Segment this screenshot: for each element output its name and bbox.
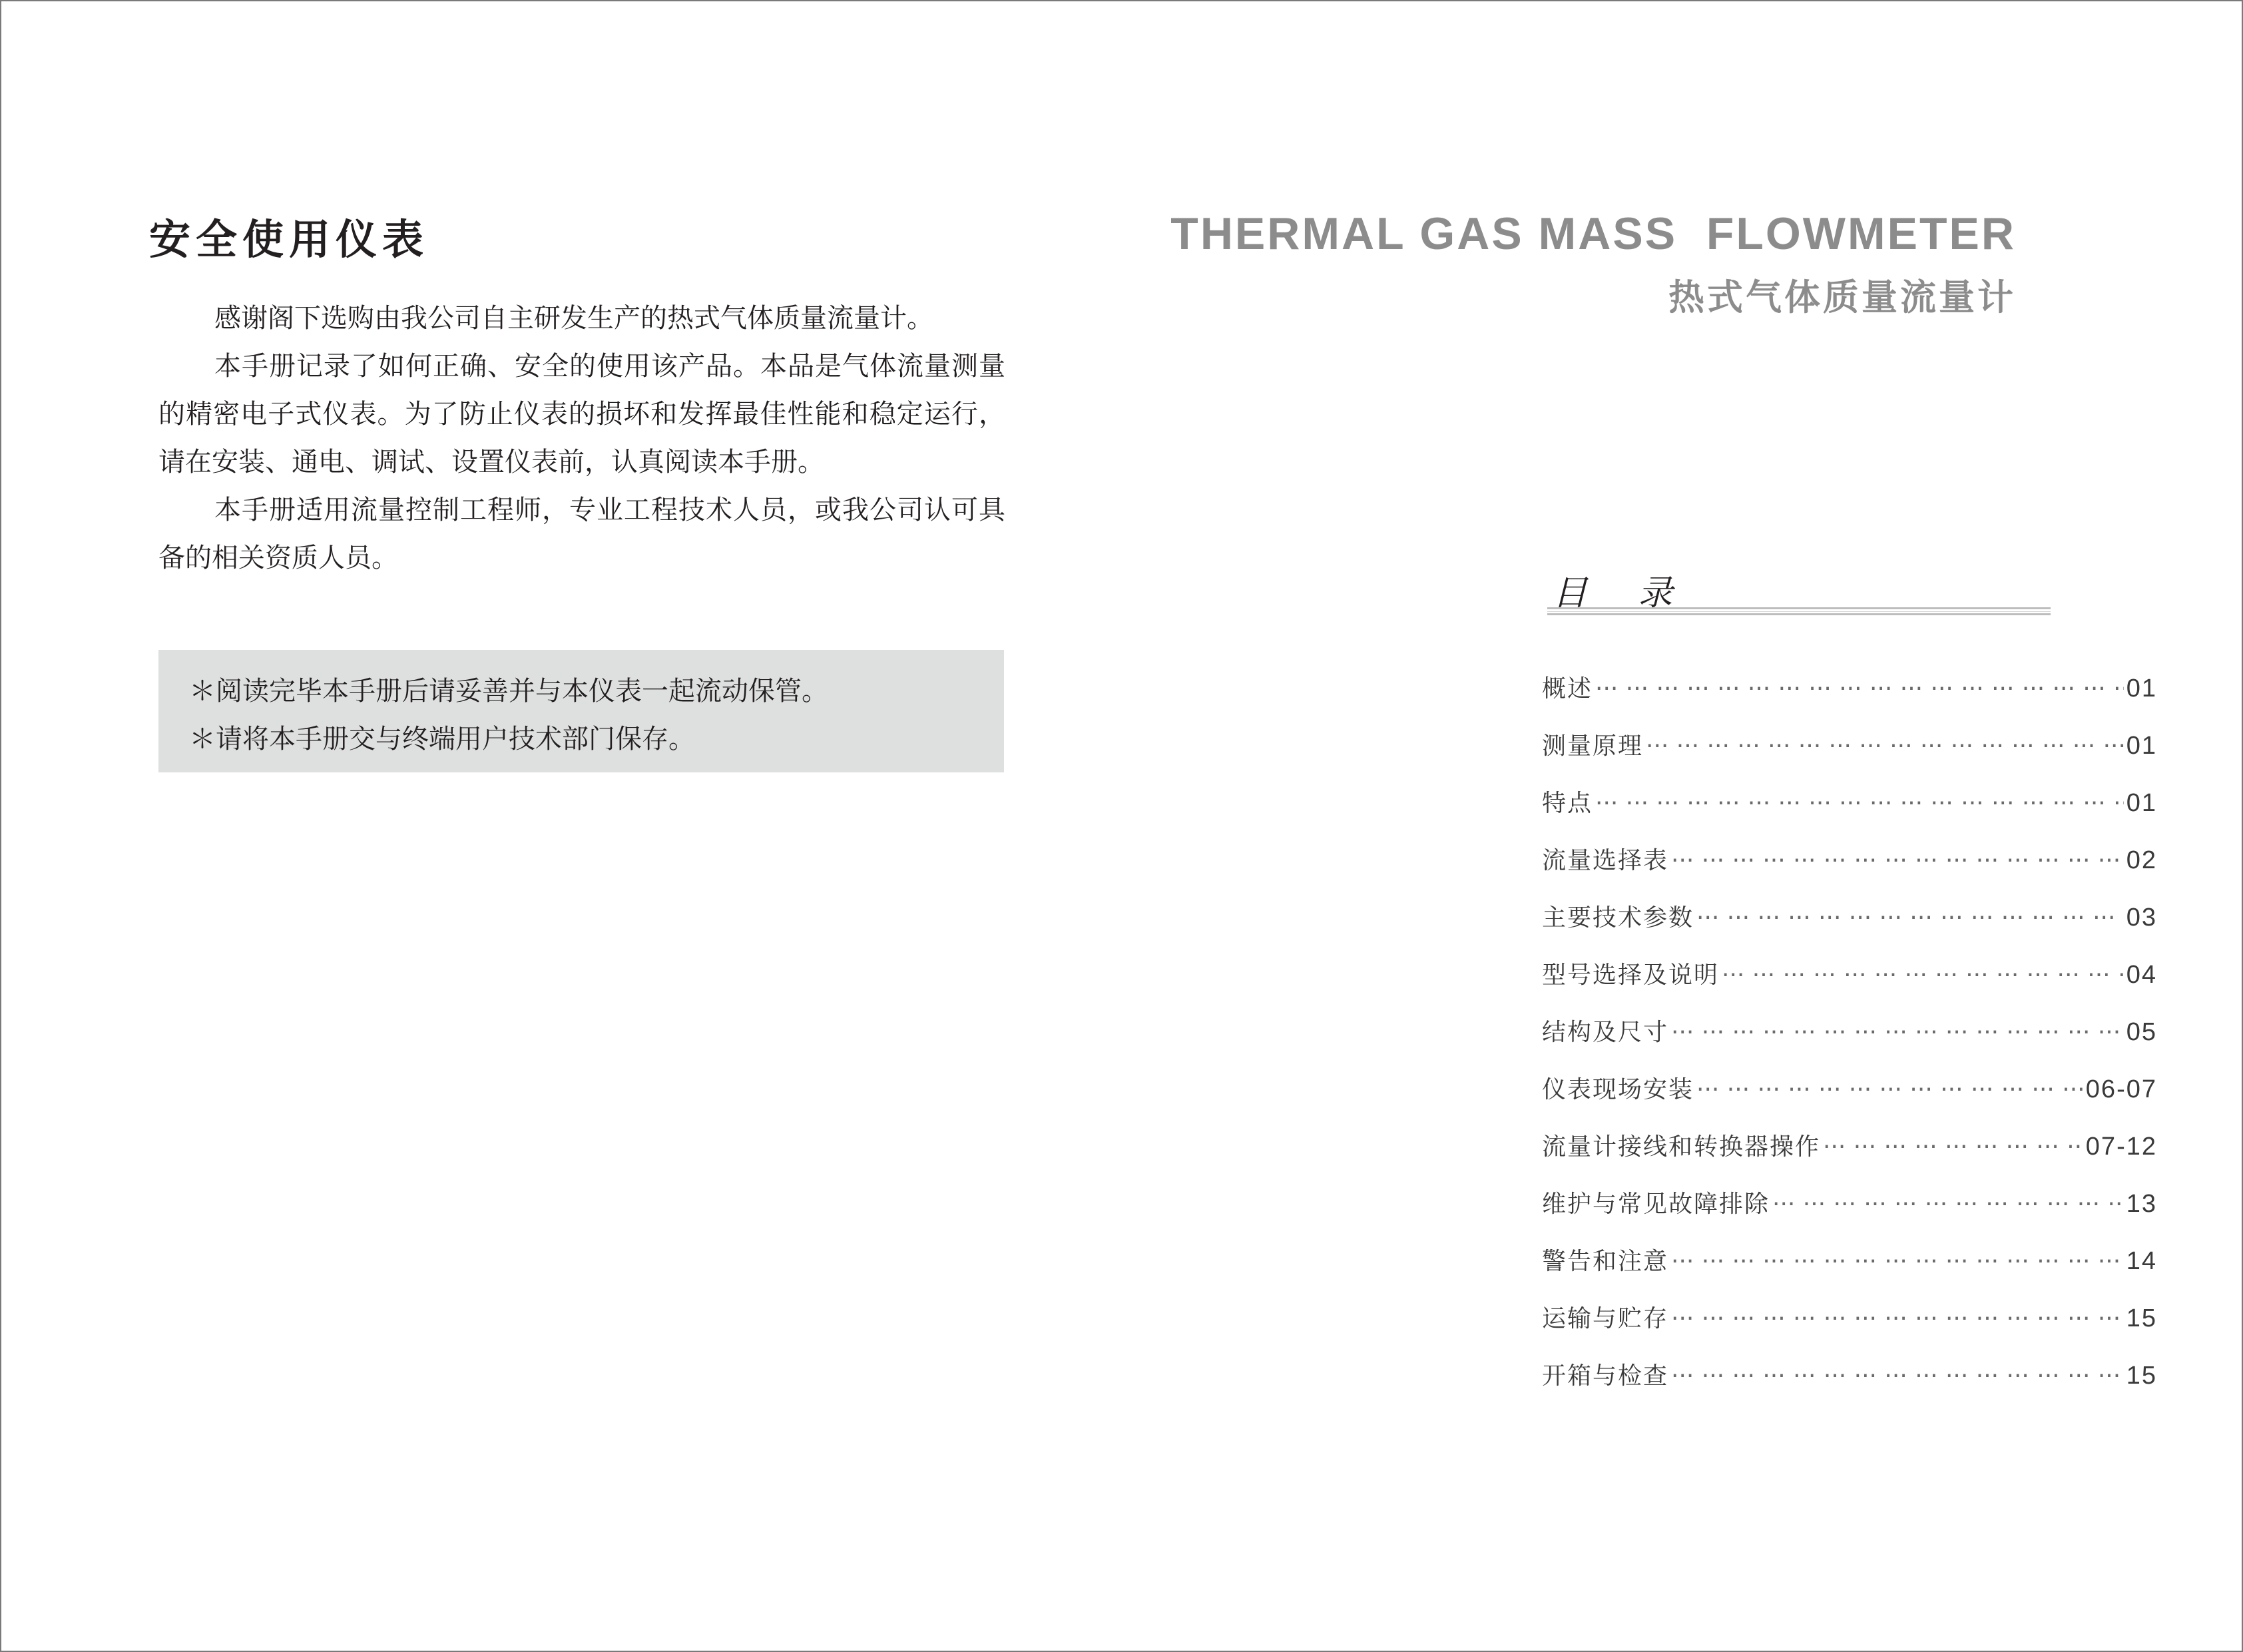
toc-leader-dots [1646, 732, 2124, 760]
toc-entry-page: 15 [2126, 1304, 2157, 1332]
toc-entry[interactable] [1542, 670, 2157, 727]
note-box [158, 650, 1004, 772]
safety-title: 安全使用仪表 [149, 215, 429, 264]
toc-entry-page: 13 [2126, 1190, 2157, 1218]
toc-entry-page: 03 [2126, 904, 2157, 932]
toc-entry-page: 01 [2126, 732, 2157, 760]
toc-entry-label: 测量原理 [1542, 732, 1644, 760]
intro-text [158, 294, 1005, 582]
toc-leader-dots [1823, 1133, 2083, 1161]
intro-paragraph: 本手册记录了如何正确、安全的使用该产品。本品是气体流量测量的精密电子式仪表。为了防止仪表的损坏和发挥最佳性能和稳定运行，请在安装、通电、调试、设置仪表前，认真阅读本手册。 [158, 351, 1005, 477]
toc-entry-label: 仪表现场安装 [1542, 1076, 1694, 1103]
intro-paragraph: 本手册适用流量控制工程师，专业工程技术人员，或我公司认可具备的相关资质人员。 [158, 495, 1005, 573]
toc-entry[interactable] [1542, 727, 2157, 784]
toc-entry-page: 15 [2126, 1362, 2157, 1390]
toc-entry-page: 01 [2126, 675, 2157, 702]
toc-entry-label: 流量选择表 [1542, 847, 1669, 874]
toc-leader-dots [1696, 1076, 2083, 1103]
toc-entry[interactable] [1542, 1071, 2157, 1128]
toc-entry-label: 特点 [1542, 790, 1593, 817]
toc-entry[interactable] [1542, 1128, 2157, 1185]
toc-entry-label: 结构及尺寸 [1542, 1019, 1669, 1046]
toc-leader-dots [1696, 904, 2124, 932]
toc-entry-label: 概述 [1542, 675, 1593, 702]
toc-divider [1547, 607, 2051, 615]
note-line: ＊请将本手册交与终端用户技术部门保存。 [189, 724, 695, 754]
toc-entry-page: 01 [2126, 789, 2157, 817]
intro-paragraph: 感谢阁下选购由我公司自主研发生产的热式气体质量流量计。 [214, 303, 933, 334]
toc-entry[interactable] [1542, 1242, 2157, 1300]
product-title-cn: 热式气体质量流量计 [1668, 276, 2016, 318]
toc-entry-label: 主要技术参数 [1542, 904, 1694, 932]
toc-entry[interactable] [1542, 842, 2157, 899]
toc-entry[interactable] [1542, 1013, 2157, 1071]
product-title-en: THERMAL GAS MASS FLOWMETER [1170, 208, 2016, 259]
toc-entry[interactable] [1542, 1357, 2157, 1414]
toc-entry-label: 运输与贮存 [1542, 1305, 1669, 1332]
toc-leader-dots [1671, 1362, 2124, 1390]
toc-entry[interactable] [1542, 784, 2157, 842]
toc-entry[interactable] [1542, 1300, 2157, 1357]
toc-leader-dots [1772, 1191, 2124, 1218]
toc-entry-label: 警告和注意 [1542, 1248, 1669, 1275]
toc-leader-dots [1595, 790, 2124, 817]
toc-entry[interactable] [1542, 956, 2157, 1013]
toc-leader-dots [1671, 1305, 2124, 1332]
toc-leader-dots [1671, 1019, 2124, 1046]
toc-leader-dots [1671, 1248, 2124, 1275]
toc-entry-label: 流量计接线和转换器操作 [1542, 1133, 1821, 1161]
toc-leader-dots [1671, 847, 2124, 874]
toc-entry-label: 型号选择及说明 [1542, 962, 1720, 989]
toc-leader-dots [1595, 675, 2124, 702]
toc-entry[interactable] [1542, 1185, 2157, 1242]
toc-entry[interactable] [1542, 899, 2157, 956]
toc-entry-page: 04 [2126, 961, 2157, 989]
toc-entry-label: 开箱与检查 [1542, 1362, 1669, 1390]
toc-heading: 目 录 [1553, 573, 1674, 613]
toc-entry-label: 维护与常见故障排除 [1542, 1191, 1770, 1218]
toc-entry-page: 06-07 [2085, 1075, 2157, 1103]
toc-leader-dots [1722, 962, 2124, 989]
toc-entry-page: 05 [2126, 1018, 2157, 1046]
toc-entry-page: 14 [2126, 1247, 2157, 1275]
toc-entry-page: 02 [2126, 846, 2157, 874]
toc-entry-page: 07-12 [2085, 1133, 2157, 1161]
table-of-contents [1542, 670, 2157, 1414]
note-line: ＊阅读完毕本手册后请妥善并与本仪表一起流动保管。 [189, 676, 828, 706]
